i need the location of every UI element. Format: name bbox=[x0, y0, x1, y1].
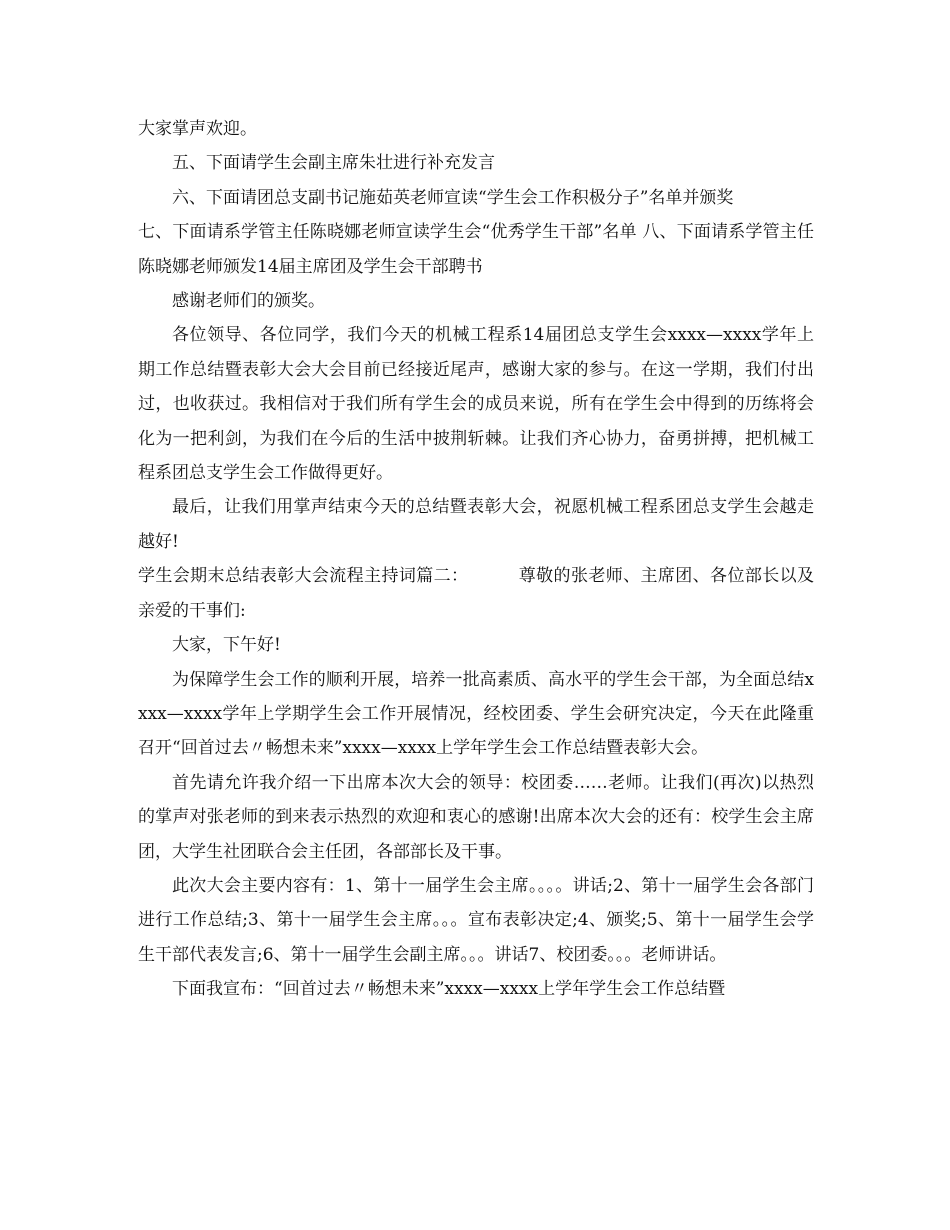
paragraph: 此次大会主要内容有：1、第十一届学生会主席。。。。讲话;2、第十一届学生会各部门进行工作总结;3、第十一届学生会主席。。。宣布表彰决定;4、颁奖;5、第十一届学生会学生干部代表发言;6、第十一届学生会副主席。。。讲话7、校团委。。。老师讲话。 bbox=[138, 875, 814, 965]
paragraph: 首先请允许我介绍一下出席本次大会的领导：校团委……老师。让我们(再次)以热烈的掌声对张老师的到来表示热烈的欢迎和衷心的感谢!出席本次大会的还有：校学生会主席团，大学生社团联合会主任团，各部部长及干事。 bbox=[138, 772, 814, 862]
paragraph: 大家掌声欢迎。 bbox=[138, 119, 257, 139]
section-heading: 学生会期末总结表彰大会流程主持词篇二： bbox=[138, 566, 469, 587]
section-heading-continuation: 尊敬的张老师、主席团、各位部长以及亲爱的干事们: bbox=[138, 566, 815, 621]
document-page bbox=[138, 112, 814, 1007]
paragraph: 大家，下午好! bbox=[172, 635, 281, 656]
section-heading-line bbox=[138, 559, 814, 628]
paragraph: 七、下面请系学管主任陈晓娜老师宣读学生会“优秀学生干部”名单 八、下面请系学管主任陈晓娜老师颁发14届主席团及学生会干部聘书 bbox=[138, 222, 814, 277]
paragraph: 下面我宣布：“回首过去〃畅想未来”xxxx—xxxx上学年学生会工作总结暨 bbox=[172, 979, 726, 1000]
paragraph: 最后，让我们用掌声结束今天的总结暨表彰大会，祝愿机械工程系团总支学生会越走越好! bbox=[138, 497, 814, 552]
paragraph: 各位领导、各位同学，我们今天的机械工程系14届团总支学生会xxxx—xxxx学年上期工作总结暨表彰大会大会目前已经接近尾声，感谢大家的参与。在这一学期，我们付出过，也收获过。我相信对于我们所有学生会的成员来说，所有在学生会中得到的历练将会化为一把利剑，为我们在今后的生活中披荆斩棘。让我们齐心协力，奋勇拼搏，把机械工程系团总支学生会工作做得更好。 bbox=[138, 325, 814, 484]
paragraph: 为保障学生会工作的顺利开展，培养一批高素质、高水平的学生会干部，为全面总结xxxx—xxxx学年上学期学生会工作开展情况，经校团委、学生会研究决定，今天在此隆重召开“回首过去〃畅想未来”xxxx—xxxx上学年学生会工作总结暨表彰大会。 bbox=[138, 669, 814, 759]
paragraph: 感谢老师们的颁奖。 bbox=[172, 291, 325, 312]
paragraph: 六、下面请团总支副书记施茹英老师宣读“学生会工作积极分子”名单并颁奖 bbox=[172, 187, 734, 208]
paragraph: 五、下面请学生会副主席朱壮进行补充发言 bbox=[172, 153, 495, 174]
